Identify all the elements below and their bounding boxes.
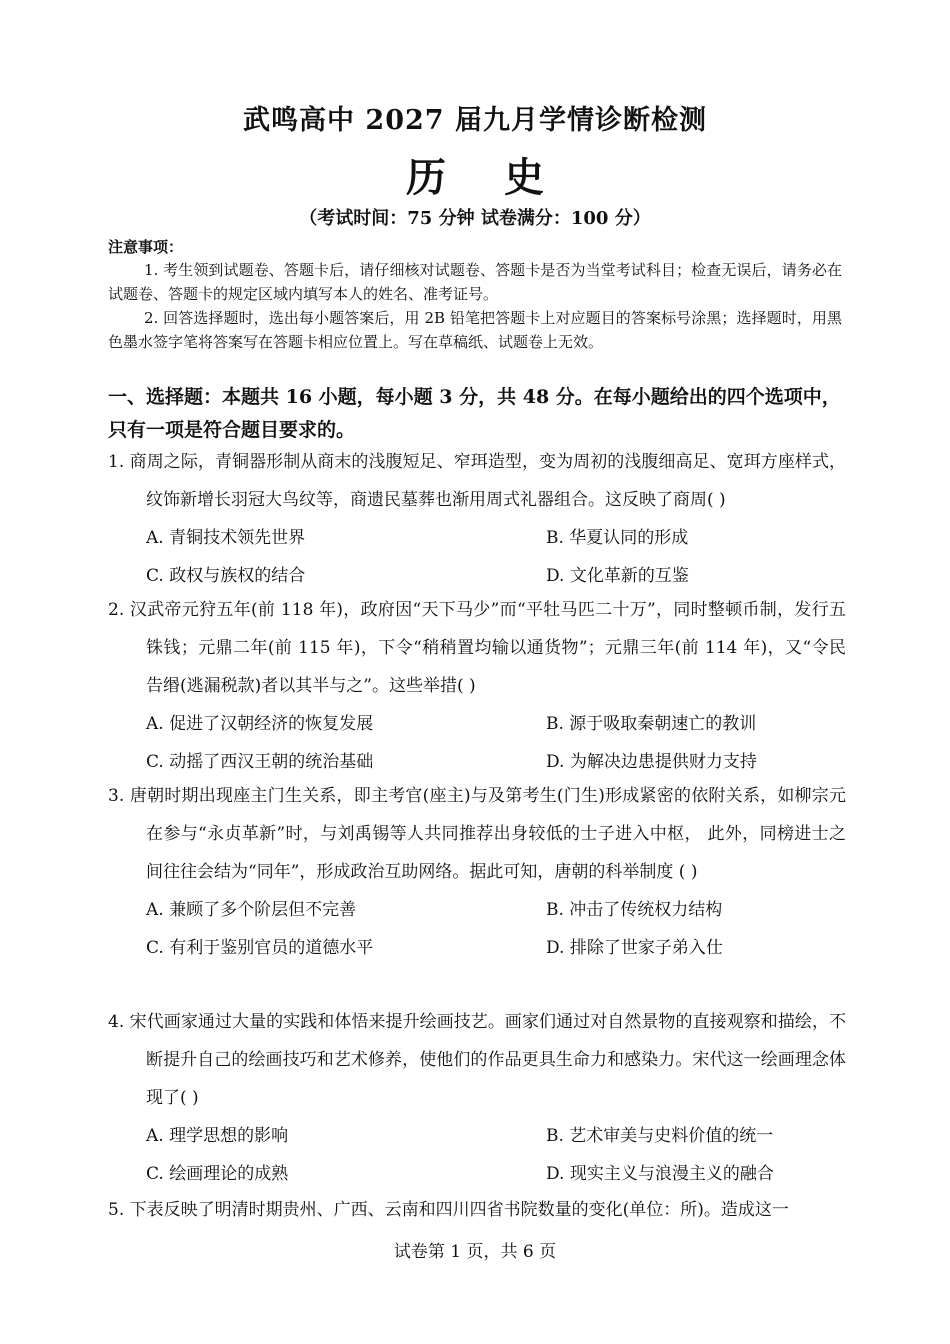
question-stem: 3. 唐朝时期出现座主门生关系，即主考官(座主)与及第考生(门生)形成紧密的依附关系，如柳宗元在参与“永贞革新”时，与刘禹锡等人共同推荐出身较低的士子进入中枢， 此外，同榜进士之间往往会结为“同年”，形成政治互助网络。据此可知，唐朝的科举制度 ( ) xyxy=(108,786,846,882)
school-title: 武鸣高中 2027 届九月学情诊断检测 xyxy=(243,105,707,136)
option-b: B. 冲击了传统权力结构 xyxy=(546,900,723,920)
question-stem: 4. 宋代画家通过大量的实践和体悟来提升绘画技艺。画家们通过对自然景物的直接观察和描绘，不断提升自己的绘画技巧和艺术修养，使他们的作品更具生命力和感染力。宋代这一绘画理念体现了( ) xyxy=(108,1012,846,1108)
option-d: D. 文化革新的互鉴 xyxy=(546,566,689,586)
option-group xyxy=(108,519,846,595)
option-c: C. 有利于鉴别官员的道德水平 xyxy=(146,938,374,958)
option-c: C. 动摇了西汉王朝的统治基础 xyxy=(146,752,374,772)
option-group xyxy=(108,891,846,967)
option-b: B. 源于吸取秦朝速亡的教训 xyxy=(546,714,757,734)
question-stem: 2. 汉武帝元狩五年(前 118 年)，政府因“天下马少”而“平牡马匹二十万”，同时整顿币制，发行五铢钱；元鼎二年(前 115 年)，下令“稍稍置均输以通货物”；元鼎三年(前 114 年)，又“令民告缗(逃漏税款)者以其半与之”。这些举措( ) xyxy=(108,600,846,696)
page-footer: 试卷第 1 页，共 6 页 xyxy=(393,1242,557,1262)
question-2 xyxy=(108,591,846,781)
option-group xyxy=(108,1117,846,1193)
option-d: D. 为解决边患提供财力支持 xyxy=(546,752,757,772)
exam-info: （考试时间：75 分钟 试卷满分：100 分） xyxy=(299,208,651,229)
option-c: C. 绘画理论的成熟 xyxy=(146,1164,289,1184)
section-heading: 一、选择题：本题共 16 小题，每小题 3 分，共 48 分。在每小题给出的四个选项中，只有一项是符合题目要求的。 xyxy=(108,386,841,441)
option-c: C. 政权与族权的结合 xyxy=(146,566,306,586)
option-b: B. 华夏认同的形成 xyxy=(546,528,689,548)
notice-item-1: 1. 考生领到试题卷、答题卡后，请仔细核对试题卷、答题卡是否为当堂考试科目；检查无误后，请务必在试题卷、答题卡的规定区域内填写本人的姓名、准考证号。 xyxy=(108,261,842,303)
option-a: A. 青铜技术领先世界 xyxy=(146,528,306,548)
notice-heading: 注意事项： xyxy=(108,238,184,256)
notice-item-2: 2. 回答选择题时，选出每小题答案后，用 2B 铅笔把答题卡上对应题目的答案标号涂黑；选择题时，用黑色墨水签字笔将答案写在答题卡相应位置上。写在草稿纸、试题卷上无效。 xyxy=(108,309,842,351)
question-stem: 5. 下表反映了明清时期贵州、广西、云南和四川四省书院数量的变化(单位：所)。造成这一 xyxy=(108,1200,789,1220)
question-5 xyxy=(108,1191,846,1229)
option-a: A. 促进了汉朝经济的恢复发展 xyxy=(146,714,374,734)
subject-title: 历 史 xyxy=(406,154,566,201)
question-3 xyxy=(108,777,846,967)
option-a: A. 兼顾了多个阶层但不完善 xyxy=(146,900,357,920)
question-1 xyxy=(108,443,846,595)
option-b: B. 艺术审美与史料价值的统一 xyxy=(546,1126,774,1146)
option-d: D. 排除了世家子弟入仕 xyxy=(546,938,723,958)
option-a: A. 理学思想的影响 xyxy=(146,1126,289,1146)
question-stem: 1. 商周之际，青铜器形制从商末的浅腹短足、窄珥造型，变为周初的浅腹细高足、宽珥方座样式，纹饰新增长羽冠大鸟纹等，商遗民墓葬也渐用周式礼器组合。这反映了商周( ) xyxy=(108,452,846,510)
question-4 xyxy=(108,1003,846,1193)
option-group xyxy=(108,705,846,781)
option-d: D. 现实主义与浪漫主义的融合 xyxy=(546,1164,774,1184)
